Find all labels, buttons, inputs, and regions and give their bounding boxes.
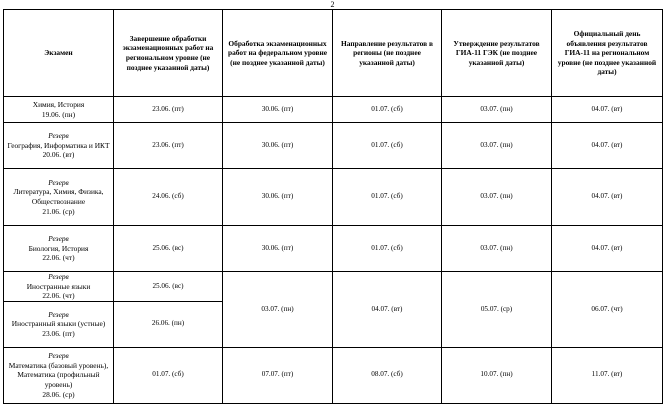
regions-date-cell: 01.07. (сб) <box>333 97 442 123</box>
table-row <box>4 226 663 272</box>
federal-date-cell: 07.07. (пт) <box>223 347 333 403</box>
official-date-cell-merged: 06.07. (чт) <box>552 272 663 348</box>
exam-subjects: Химия, История <box>32 99 85 109</box>
regions-date-cell: 01.07. (сб) <box>333 169 442 226</box>
reserve-label: Резерв <box>48 351 69 361</box>
exam-subjects: Иностранный языки (устные) <box>11 319 106 329</box>
official-date-cell: 04.07. (вт) <box>552 97 663 123</box>
regional-date-cell: 25.06. (вс) <box>114 272 223 302</box>
header-regional-processing: Завершение обработки экзаменационных работ на региональном уровне (не позднее указанной даты) <box>114 10 223 97</box>
gek-date-cell: 03.07. (пн) <box>442 123 552 169</box>
gek-date-cell: 03.07. (пн) <box>442 97 552 123</box>
page-number: 2 <box>330 0 335 9</box>
header-gek-approval: Утверждение результатов ГИА-11 ГЭК (не позднее указанной даты) <box>442 10 552 97</box>
exam-subjects: Биология, История <box>28 243 89 253</box>
exam-date: 22.06. (чт) <box>42 253 75 263</box>
table-row <box>4 97 663 123</box>
federal-date-cell: 30.06. (пт) <box>223 123 333 169</box>
header-exam: Экзамен <box>4 10 114 97</box>
official-date-cell: 04.07. (вт) <box>552 226 663 272</box>
exam-date: 22.06. (чт) <box>42 291 75 301</box>
exam-cell <box>4 123 114 169</box>
official-date-cell: 04.07. (вт) <box>552 123 663 169</box>
header-official-day: Официальный день объявления результатов ГИА-11 на региональном уровне (не позднее указанной даты) <box>552 10 663 97</box>
regional-date-cell: 25.06. (вс) <box>114 226 223 272</box>
table-row <box>4 123 663 169</box>
exam-subjects: География, Информатика и ИКТ <box>7 140 110 150</box>
regions-date-cell: 01.07. (сб) <box>333 226 442 272</box>
regional-date-cell: 01.07. (сб) <box>114 347 223 403</box>
table-row <box>4 169 663 226</box>
reserve-label: Резерв <box>48 234 69 244</box>
exam-cell <box>4 97 114 123</box>
exam-cell <box>4 169 114 226</box>
regions-date-cell: 01.07. (сб) <box>333 123 442 169</box>
table-row <box>4 347 663 403</box>
header-row <box>4 10 663 97</box>
results-schedule-table <box>3 9 663 404</box>
regional-date-cell: 26.06. (пн) <box>114 301 223 347</box>
exam-date: 28.06. (ср) <box>42 389 75 399</box>
regional-date-cell: 24.06. (сб) <box>114 169 223 226</box>
exam-date: 19.06. (пн) <box>41 109 76 119</box>
exam-date: 23.06. (пт) <box>42 329 75 339</box>
exam-cell <box>4 226 114 272</box>
exam-cell <box>4 301 114 347</box>
reserve-label: Резерв <box>48 177 69 187</box>
reserve-label: Резерв <box>48 309 69 319</box>
regional-date-cell: 23.06. (пт) <box>114 123 223 169</box>
exam-subjects: Иностранные языки <box>26 281 91 291</box>
federal-date-cell-merged: 03.07. (пн) <box>223 272 333 348</box>
exam-cell <box>4 272 114 302</box>
exam-subjects: Математика (базовый уровень), Математика (профильный уровень) <box>8 360 109 390</box>
official-date-cell: 04.07. (вт) <box>552 169 663 226</box>
reserve-label: Резерв <box>48 131 69 141</box>
exam-date: 21.06. (ср) <box>42 206 75 216</box>
reserve-label: Резерв <box>48 272 69 281</box>
gek-date-cell: 03.07. (пн) <box>442 169 552 226</box>
gek-date-cell: 10.07. (пн) <box>442 347 552 403</box>
table-row <box>4 272 663 302</box>
header-federal-processing: Обработка экзаменационных работ на федеральном уровне (не позднее указанной даты) <box>223 10 333 97</box>
exam-date: 20.06. (вт) <box>42 150 75 160</box>
header-sent-to-regions: Направление результатов в регионы (не позднее указанной даты) <box>333 10 442 97</box>
gek-date-cell: 03.07. (пн) <box>442 226 552 272</box>
regional-date-cell: 23.06. (пт) <box>114 97 223 123</box>
gek-date-cell-merged: 05.07. (ср) <box>442 272 552 348</box>
federal-date-cell: 30.06. (пт) <box>223 169 333 226</box>
official-date-cell: 11.07. (вт) <box>552 347 663 403</box>
regions-date-cell-merged: 04.07. (вт) <box>333 272 442 348</box>
federal-date-cell: 30.06. (пт) <box>223 97 333 123</box>
regions-date-cell: 08.07. (сб) <box>333 347 442 403</box>
federal-date-cell: 30.06. (пт) <box>223 226 333 272</box>
exam-subjects: Литература, Химия, Физика, Обществознание <box>13 187 104 206</box>
exam-cell <box>4 347 114 403</box>
